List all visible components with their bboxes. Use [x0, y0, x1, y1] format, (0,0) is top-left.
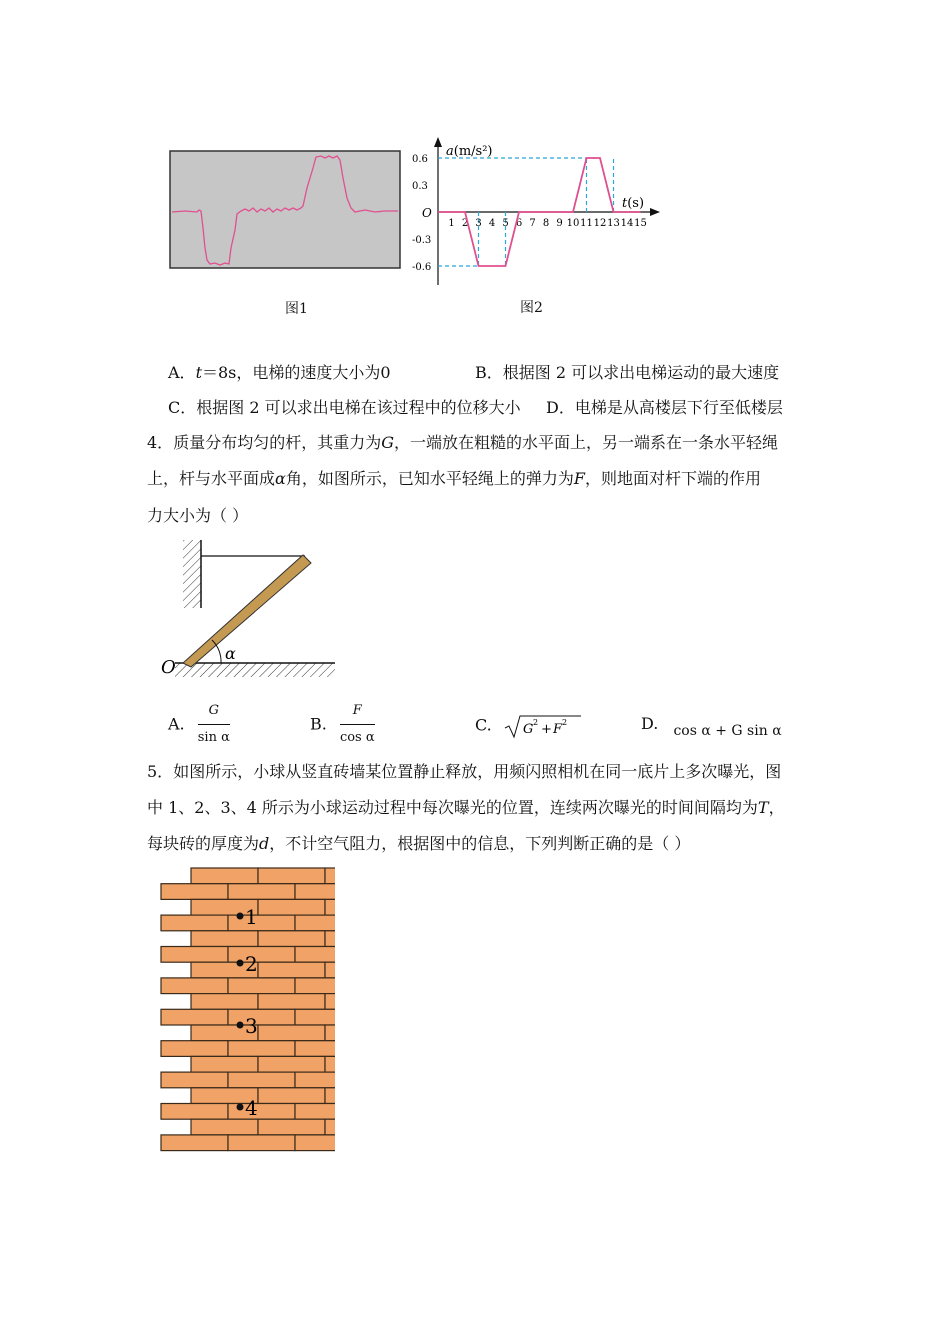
ball-position-3: [237, 1022, 244, 1029]
brick: [295, 1135, 335, 1151]
q4-option-d: D. cos α + G sin α: [641, 714, 782, 739]
q5-line-2: 中 1、2、3、4 所示为小球运动过程中每次曝光的位置，连续两次曝光的时间间隔均为T，: [147, 798, 785, 817]
brick: [325, 868, 335, 884]
q4-option-a: A. $\frac{G}{\text{sin α}}$: [168, 700, 230, 749]
brick: [325, 1088, 335, 1104]
brick: [325, 1056, 335, 1072]
y-tick-label-1: 0.3: [412, 181, 428, 192]
svg-text:+: +: [540, 722, 552, 737]
figure-1-caption: 图1: [285, 301, 308, 317]
q3-option-d: D．电梯是从高楼层下行至低楼层: [546, 398, 783, 417]
q4-option-c: C. G 2 + F 2: [475, 712, 583, 740]
brick: [258, 1088, 325, 1104]
brick: [295, 947, 335, 963]
y-axis-label: a(m/s²): [446, 144, 493, 159]
y-tick-label-0: 0.6: [412, 154, 428, 165]
brick: [191, 868, 258, 884]
brick: [295, 884, 335, 900]
q3-option-b: B．根据图 2 可以求出电梯运动的最大速度: [475, 363, 780, 382]
brick: [191, 931, 258, 947]
ball-position-4: [237, 1104, 244, 1111]
brick: [161, 978, 228, 994]
angle-alpha-label: α: [225, 644, 236, 663]
brick: [161, 1041, 228, 1057]
ball-label-3: 3: [245, 1014, 258, 1038]
brick: [295, 978, 335, 994]
figure-2-acceleration-chart: [410, 135, 670, 290]
brick: [161, 947, 228, 963]
brick: [325, 899, 335, 915]
fraction-f-over-cos: $\frac{F}{\text{cos α}}$: [340, 700, 375, 749]
x-tick-label-7: 8: [542, 218, 550, 229]
brick: [228, 1135, 295, 1151]
brick: [325, 962, 335, 978]
x-tick-label-14: 15: [634, 218, 647, 229]
brick: [161, 915, 228, 931]
brick: [258, 1025, 325, 1041]
brick: [325, 994, 335, 1010]
figure-2-caption: 图2: [520, 300, 543, 316]
ball-position-2: [237, 960, 244, 967]
fraction-g-over-sin: $\frac{G}{\text{sin α}}$: [198, 700, 230, 749]
ball-position-1: [237, 913, 244, 920]
brick: [228, 1072, 295, 1088]
brick: [161, 1009, 228, 1025]
x-tick-label-3: 4: [488, 218, 496, 229]
brick: [258, 1119, 325, 1135]
x-tick-label-10: 11: [580, 218, 593, 229]
ball-label-4: 4: [245, 1096, 258, 1120]
x-tick-label-8: 9: [556, 218, 563, 229]
x-tick-label-1: 2: [461, 218, 469, 229]
brick: [191, 994, 258, 1010]
q4-option-b: B. $\frac{F}{\text{cos α}}$: [310, 700, 375, 749]
sqrt-expression: [503, 712, 583, 740]
ball-label-1: 1: [245, 905, 258, 929]
wall-hatching: [183, 540, 201, 608]
y-tick-label-2: -0.3: [412, 235, 432, 246]
svg-text:2: 2: [532, 718, 538, 727]
brick: [258, 868, 325, 884]
brick: [191, 1056, 258, 1072]
q5-line-3: 每块砖的厚度为d，不计空气阻力，根据图中的信息，下列判断正确的是（ ）: [147, 834, 691, 853]
q3-option-a: A．t＝8s，电梯的速度大小为0: [168, 363, 391, 382]
x-tick-label-2: 3: [475, 218, 482, 229]
q5-line-1: 5．如图所示，小球从竖直砖墙某位置静止释放，用频闪照相机在同一底片上多次曝光，图: [147, 762, 782, 781]
rod: [183, 555, 311, 667]
ball-label-2: 2: [245, 952, 258, 976]
brick: [295, 1104, 335, 1120]
brick: [295, 1041, 335, 1057]
brick: [295, 915, 335, 931]
brick: [325, 931, 335, 947]
brick: [161, 1072, 228, 1088]
ground-hatching: [175, 663, 335, 677]
svg-text:G: G: [522, 722, 534, 737]
q4-rod-figure: [155, 535, 345, 685]
x-tick-label-13: 14: [620, 218, 634, 229]
svg-text:2: 2: [561, 718, 567, 727]
x-tick-label-11: 12: [593, 218, 607, 229]
x-tick-label-6: 7: [529, 218, 536, 229]
brick: [325, 1025, 335, 1041]
origin-label: O: [422, 206, 432, 220]
svg-text:F: F: [552, 722, 562, 737]
x-axis-arrow: [650, 208, 660, 216]
brick: [258, 899, 325, 915]
brick-wall-figure: [155, 865, 335, 1160]
brick: [228, 884, 295, 900]
brick: [228, 978, 295, 994]
q4-line-2: 上，杆与水平面成α角，如图所示，已知水平轻绳上的弹力为F，则地面对杆下端的作用: [147, 469, 761, 488]
brick: [258, 1056, 325, 1072]
y-tick-label-3: -0.6: [412, 262, 432, 273]
brick: [191, 1119, 258, 1135]
x-tick-label-0: 1: [448, 218, 455, 229]
q3-option-c: C．根据图 2 可以求出电梯在该过程中的位移大小: [168, 398, 521, 417]
brick: [295, 1009, 335, 1025]
brick: [258, 931, 325, 947]
x-tick-label-9: 10: [566, 218, 580, 229]
brick: [161, 884, 228, 900]
brick: [258, 962, 325, 978]
y-axis-arrow: [434, 137, 442, 147]
brick: [228, 1041, 295, 1057]
point-o-label: O: [161, 657, 176, 678]
brick: [228, 947, 295, 963]
brick: [295, 1072, 335, 1088]
x-tick-label-4: 5: [502, 218, 509, 229]
brick: [258, 994, 325, 1010]
x-tick-labels: [448, 218, 647, 229]
brick: [161, 1104, 228, 1120]
brick: [161, 1135, 228, 1151]
figure-1-oscillogram: [165, 148, 405, 273]
brick: [325, 1119, 335, 1135]
x-tick-label-12: 13: [607, 218, 620, 229]
q4-line-1: 4．质量分布均匀的杆，其重力为G，一端放在粗糙的水平面上，另一端系在一条水平轻绳: [147, 433, 778, 452]
x-tick-label-5: 6: [515, 218, 523, 229]
q4-line-3: 力大小为（ ）: [147, 506, 249, 525]
x-axis-label: t(s): [622, 196, 645, 211]
